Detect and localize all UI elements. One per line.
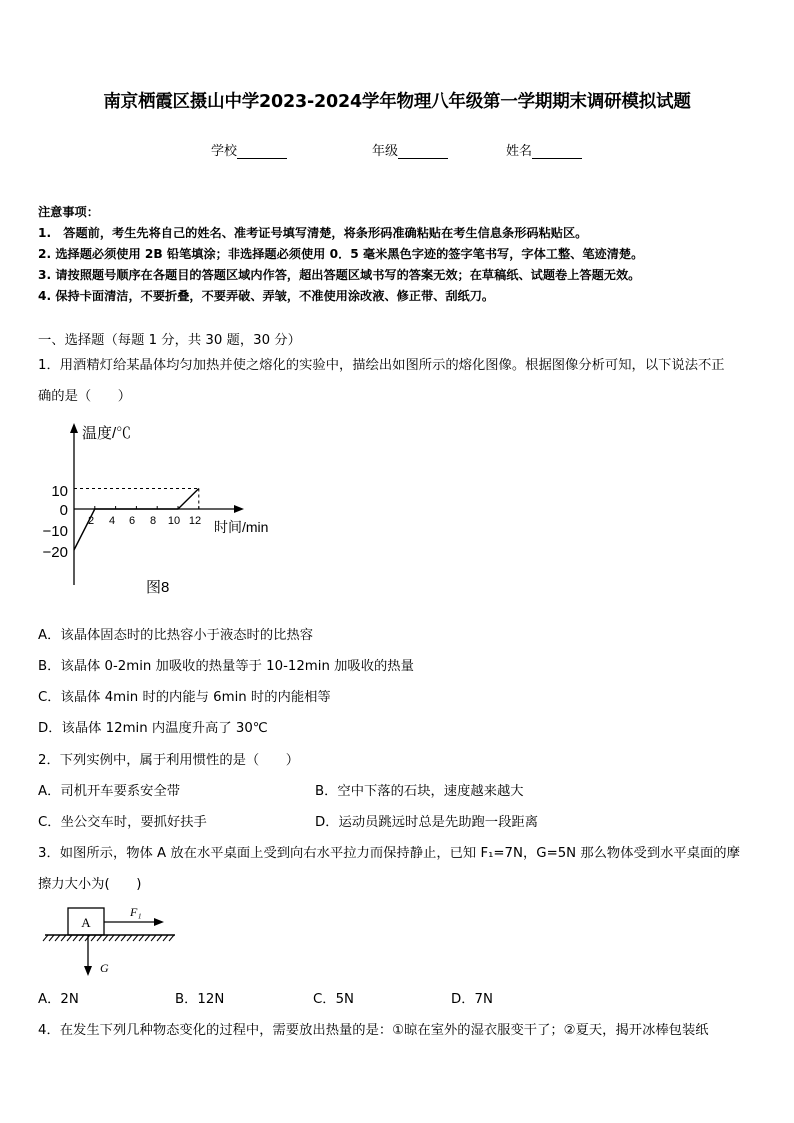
name-label: 姓名 [506, 144, 533, 159]
hatch-line [91, 935, 96, 941]
q3-option-d: D．7N [451, 992, 493, 1007]
grade-blank [398, 145, 448, 159]
x-tick-label: 6 [128, 515, 136, 527]
hatch-line [43, 935, 48, 941]
note-item: 1. 答题前，考生先将自己的姓名、准考证号填写清楚，将条形码准确粘贴在考生信息条形码粘贴区。 [38, 226, 588, 240]
hatch-line [115, 935, 120, 941]
force-label: F₁ [130, 905, 142, 919]
hatch-line [49, 935, 54, 941]
grade-label: 年级 [372, 144, 399, 159]
gravity-label: G [100, 961, 109, 975]
hatch-line [55, 935, 60, 941]
name-field [506, 140, 582, 159]
figure-caption: 图8 [146, 579, 170, 596]
y-tick-label: 0 [59, 502, 68, 519]
hatch-line [79, 935, 84, 941]
hatch-line [97, 935, 102, 941]
hatch-line [61, 935, 66, 941]
x-tick-label: 8 [149, 515, 157, 527]
force-diagram [40, 900, 180, 980]
hatch-line [127, 935, 132, 941]
y-axis-label: 温度/℃ [82, 425, 132, 442]
surface-hatching [43, 935, 174, 941]
q4-stem-line1: 4．在发生下列几种物态变化的过程中，需要放出热量的是：①晾在室外的湿衣服变干了；②夏天，揭开冰棒包装纸 [38, 1023, 709, 1038]
q1-stem-line1: 1．用酒精灯给某晶体均匀加热并使之熔化的实验中，描绘出如图所示的熔化图像。根据图像分析可知，以下说法不正 [38, 358, 725, 373]
hatch-line [151, 935, 156, 941]
name-blank [532, 145, 582, 159]
x-tick-label: 12 [188, 515, 202, 527]
hatch-line [163, 935, 168, 941]
y-tick-label: −10 [42, 523, 68, 540]
q1-stem-line2: 确的是（ ） [38, 389, 132, 404]
notes-heading: 注意事项： [38, 205, 99, 219]
hatch-line [133, 935, 138, 941]
q2-stem: 2．下列实例中，属于利用惯性的是（ ） [38, 753, 300, 768]
q1-option-d: D．该晶体 12min 内温度升高了 30℃ [38, 721, 268, 736]
q3-option-a: A．2N [38, 992, 79, 1007]
x-axis-label: 时间/min [214, 519, 269, 535]
q2-option-b: B．空中下落的石块，速度越来越大 [315, 784, 524, 799]
page-title: 南京栖霞区摄山中学2023-2024学年物理八年级第一学期期末调研模拟试题 [103, 92, 691, 112]
q3-option-c: C．5N [313, 992, 354, 1007]
y-tick-label: 10 [51, 483, 68, 500]
note-item: 4. 保持卡面清洁，不要折叠，不要弄破、弄皱，不准使用涂改液、修正带、刮纸刀。 [38, 289, 495, 303]
hatch-line [169, 935, 174, 941]
x-tick-label: 2 [87, 515, 95, 527]
hatch-line [139, 935, 144, 941]
q2-option-a: A．司机开车要系安全带 [38, 784, 181, 799]
q1-option-a: A．该晶体固态时的比热容小于液态时的比热容 [38, 628, 314, 643]
note-item: 3. 请按照题号顺序在各题目的答题区域内作答，超出答题区域书写的答案无效；在草稿纸、试题卷上答题无效。 [38, 268, 641, 282]
hatch-line [73, 935, 78, 941]
q3-stem-line1: 3．如图所示，物体 A 放在水平桌面上受到向右水平拉力而保持静止，已知 F₁=7N，G=5N 那么物体受到水平桌面的摩 [38, 846, 740, 861]
grade-field [372, 140, 448, 159]
x-tick-label: 4 [108, 515, 116, 527]
q3-stem-line2: 擦力大小为( ) [38, 877, 142, 892]
block-label: A [81, 915, 91, 930]
q1-option-c: C．该晶体 4min 时的内能与 6min 时的内能相等 [38, 690, 331, 705]
school-blank [237, 145, 287, 159]
note-item: 2. 选择题必须使用 2B 铅笔填涂；非选择题必须使用 0．5 毫米黑色字迹的签字笔书写，字体工整、笔迹清楚。 [38, 247, 644, 261]
section-heading: 一、选择题（每题 1 分，共 30 题，30 分） [38, 333, 301, 348]
hatch-line [103, 935, 108, 941]
hatch-line [121, 935, 126, 941]
melting-graph [30, 420, 300, 600]
x-tick-label: 10 [167, 515, 181, 527]
y-tick-label: −20 [42, 544, 68, 561]
hatch-line [145, 935, 150, 941]
hatch-line [67, 935, 72, 941]
q3-option-b: B．12N [175, 992, 225, 1007]
school-field [211, 140, 287, 159]
school-label: 学校 [211, 144, 238, 159]
q2-option-d: D．运动员跳远时总是先助跑一段距离 [315, 815, 538, 830]
q2-option-c: C．坐公交车时，要抓好扶手 [38, 815, 207, 830]
hatch-line [157, 935, 162, 941]
q1-option-b: B．该晶体 0-2min 加吸收的热量等于 10-12min 加吸收的热量 [38, 659, 414, 674]
hatch-line [109, 935, 114, 941]
